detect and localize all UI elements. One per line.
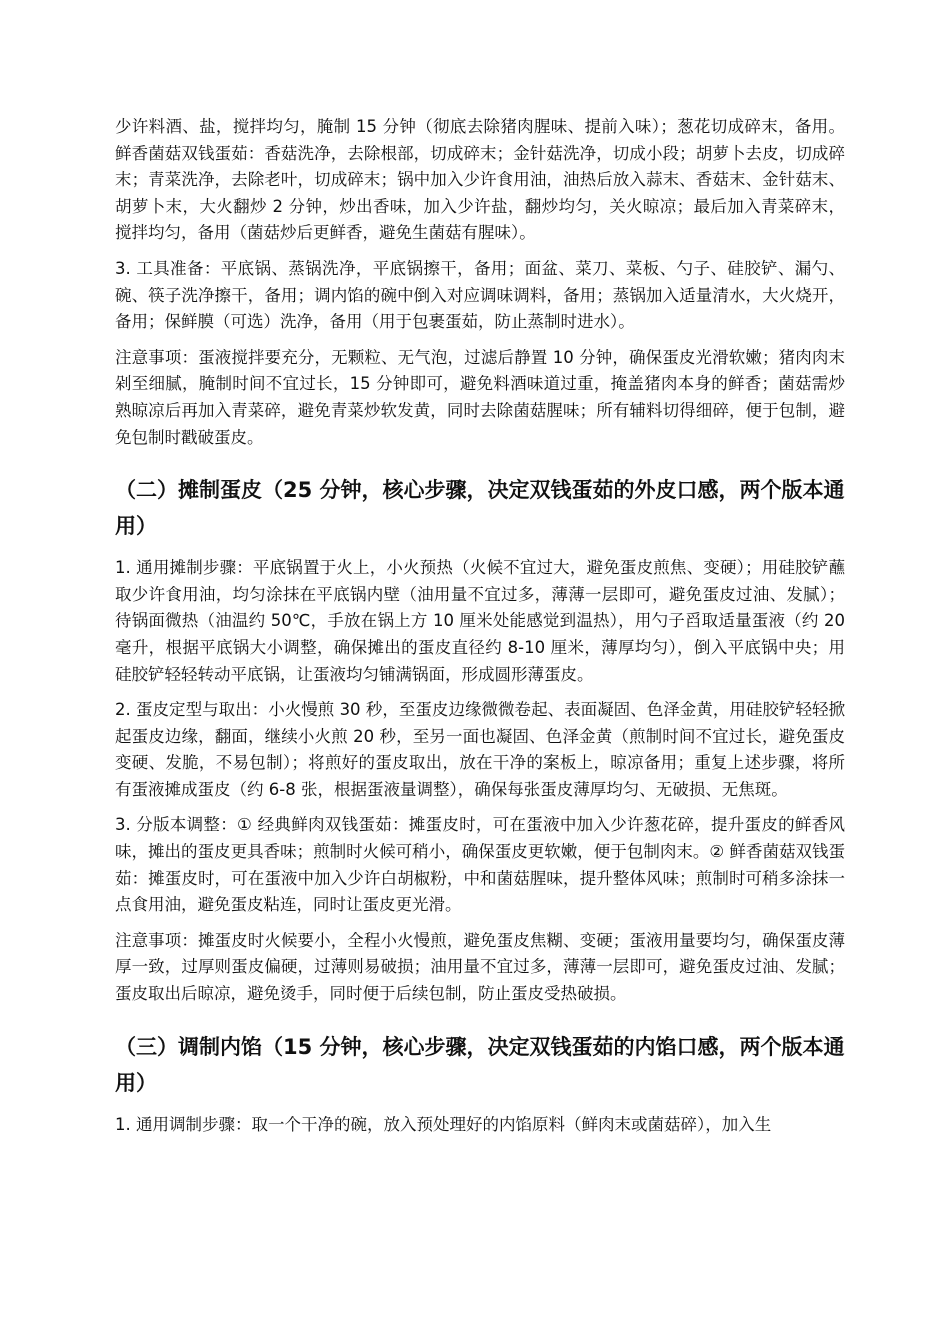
- paragraph-prep-filling: 少许料酒、盐，搅拌均匀，腌制 15 分钟（彻底去除猪肉腥味、提前入味）；葱花切成碎末，备用。鲜香菌菇双钱蛋茹：香菇洗净，去除根部，切成碎末；金针菇洗净，切成小段；胡萝卜去皮，切成碎末；青菜洗净，去除老叶，切成碎末；锅中加入少许食用油，油热后放入蒜末、香菇末、金针菇末、胡萝卜末，大火翻炒 2 分钟，炒出香味，加入少许盐，翻炒均匀，关火晾凉；最后加入青菜碎末，搅拌均匀，备用（菌菇炒后更鲜香，避免生菌菇有腥味）。: [115, 117, 845, 243]
- paragraph-prep-notes: 注意事项：蛋液搅拌要充分，无颗粒、无气泡，过滤后静置 10 分钟，确保蛋皮光滑软嫩；猪肉肉末剁至细腻，腌制时间不宜过长，15 分钟即可，避免料酒味道过重，掩盖猪肉本身的鲜香；菌菇需炒熟晾凉后再加入青菜碎，避免青菜炒软发黄，同时去除菌菇腥味；所有辅料切得细碎，便于包制，避免包制时戳破蛋皮。: [115, 347, 845, 447]
- paragraph-egg-skin-steps: 1. 通用摊制步骤：平底锅置于火上，小火预热（火候不宜过大，避免蛋皮煎焦、变硬）；用硅胶铲蘸取少许食用油，均匀涂抹在平底锅内壁（油用量不宜过多，薄薄一层即可，避免蛋皮过油、发腻）；待锅面微热（油温约 50℃，手放在锅上方 10 厘米处能感觉到温热），用勺子舀取适量蛋液（约 20 毫升，根据平底锅大小调整，确保摊出的蛋皮直径约 8-10 厘米，薄厚均匀），倒入平底锅中央；用硅胶铲轻轻转动平底锅，让蛋液均匀铺满锅面，形成圆形薄蛋皮。: [115, 558, 845, 684]
- paragraph-egg-skin-shaping: 2. 蛋皮定型与取出：小火慢煎 30 秒，至蛋皮边缘微微卷起、表面凝固、色泽金黄，用硅胶铲轻轻掀起蛋皮边缘，翻面，继续小火煎 20 秒，至另一面也凝固、色泽金黄（煎制时间不宜过长，避免蛋皮变硬、发脆，不易包制）；将煎好的蛋皮取出，放在干净的案板上，晾凉备用；重复上述步骤，将所有蛋液摊成蛋皮（约 6-8 张，根据蛋液量调整），确保每张蛋皮薄厚均匀、无破损、无焦斑。: [115, 700, 845, 799]
- section-heading-filling: （三）调制内馅（15 分钟，核心步骤，决定双钱蛋茹的内馅口感，两个版本通用）: [115, 1034, 845, 1095]
- paragraph-version-adjust: 3. 分版本调整：① 经典鲜肉双钱蛋茹：摊蛋皮时，可在蛋液中加入少许葱花碎，提升蛋皮的鲜香风味，摊出的蛋皮更具香味；煎制时火候可稍小，确保蛋皮更软嫩，便于包制肉末。② 鲜香菌菇双钱蛋茹：摊蛋皮时，可在蛋液中加入少许白胡椒粉，中和菌菇腥味，提升整体风味；煎制时可稍多涂抹一点食用油，避免蛋皮粘连，同时让蛋皮更光滑。: [115, 815, 845, 915]
- section-heading-egg-skin: （二）摊制蛋皮（25 分钟，核心步骤，决定双钱蛋茹的外皮口感，两个版本通用）: [115, 478, 845, 539]
- paragraph-egg-skin-notes: 注意事项：摊蛋皮时火候要小，全程小火慢煎，避免蛋皮焦糊、变硬；蛋液用量要均匀，确保蛋皮薄厚一致，过厚则蛋皮偏硬，过薄则易破损；油用量不宜过多，薄薄一层即可，避免蛋皮过油、发腻；蛋皮取出后晾凉，避免烫手，同时便于后续包制，防止蛋皮受热破损。: [115, 930, 845, 1004]
- paragraph-filling-steps: 1. 通用调制步骤：取一个干净的碗，放入预处理好的内馅原料（鲜肉末或菌菇碎），加入生: [115, 1114, 772, 1134]
- paragraph-tool-prep: 3. 工具准备：平底锅、蒸锅洗净，平底锅擦干，备用；面盆、菜刀、菜板、勺子、硅胶铲、漏勺、碗、筷子洗净擦干，备用；调内馅的碗中倒入对应调味调料，备用；蒸锅加入适量清水，大火烧开，备用；保鲜膜（可选）洗净，备用（用于包裹蛋茹，防止蒸制时进水）。: [115, 258, 845, 332]
- document-page: [115, 114, 845, 1147]
